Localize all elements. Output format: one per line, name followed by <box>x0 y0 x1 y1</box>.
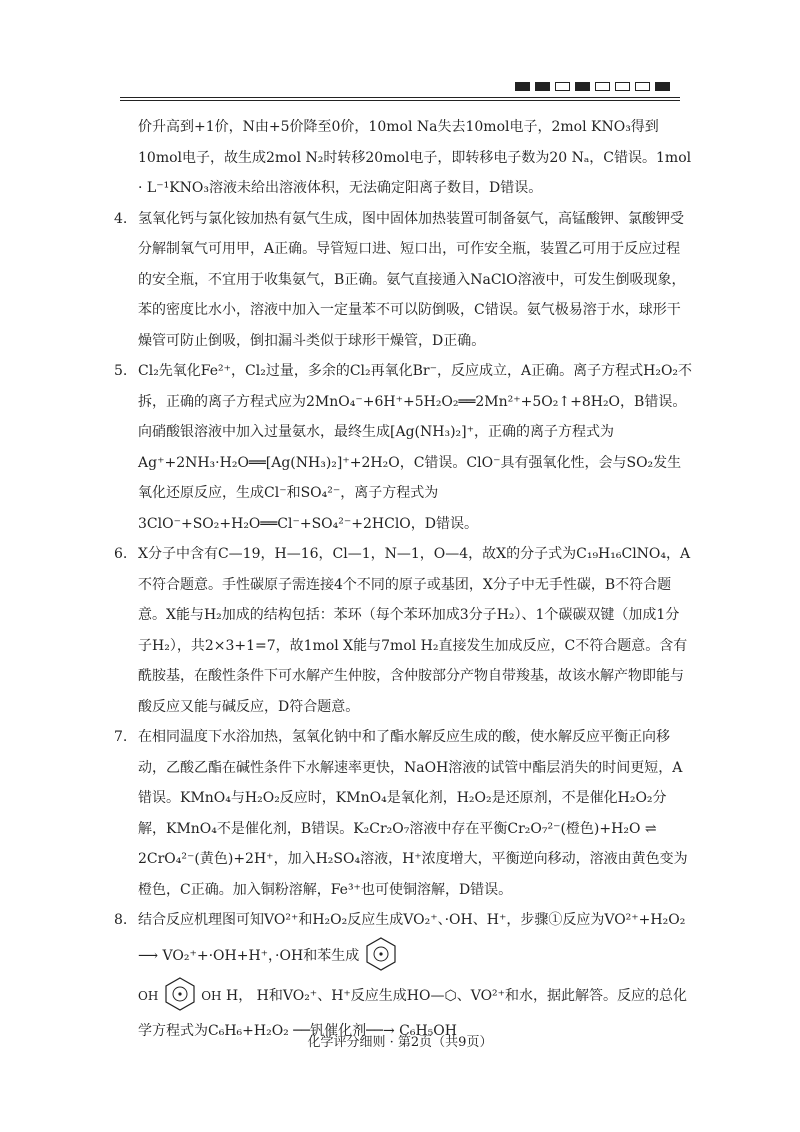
item-text: 氢氧化钙与氯化铵加热有氨气生成，图中固体加热装置可制备氨气，高锰酸钾、氯酸钾受分解制氧气可用甲，A正确。导管短口进、短口出，可作安全瓶，装置乙可用于反应过程的安全瓶，不宜用于收集氨气，B正确。氨气直接通入NaClO溶液中，可发生倒吸现象，苯的密度比水小，溶液中加入一定量苯不可以防倒吸，C错误。氨气极易溶于水，球形干燥管可防止倒吸，倒扣漏斗类似于球形干燥管，D正确。 <box>138 210 686 349</box>
paragraph-continuation: 价升高到+1价，N由+5价降至0价，10mol Na失去10mol电子，2mol KNO₃得到10mol电子，故生成2mol N₂时转移20mol电子，即转移电子数为20 Nₐ，C错误。1mol · L⁻¹KNO₃溶液未给出溶液体积，无法确定阳离子数目，D错误。 <box>138 119 692 196</box>
item-number: 4. <box>114 210 128 227</box>
page-footer: 化学评分细则 · 第2页（共9页） <box>307 1035 493 1050</box>
oh-label-2: OH <box>201 988 222 1003</box>
header-rule <box>120 97 680 98</box>
answer-item-5 <box>108 356 693 539</box>
answer-item-4 <box>108 204 693 357</box>
oh-label: OH <box>138 988 159 1003</box>
item-text: 结合反应机理图可知VO²⁺和H₂O₂反应生成VO₂⁺、·OH、H⁺，步骤①反应为VO²⁺+H₂O₂ ⟶ VO₂⁺+·OH+H⁺，·OH和苯生成 <box>138 912 686 964</box>
item-text: H， H和VO₂⁺、H⁺反应生成HO—⬡、VO²⁺和水，据此解答。反应的总化学方程式为C₆H₆+H₂O₂ ──钒催化剂──→ C₆H₅OH <box>138 987 688 1039</box>
item-number: 8. <box>114 912 128 928</box>
benzene-radical-icon <box>364 936 398 976</box>
page-marks <box>515 82 670 91</box>
mark-empty <box>635 82 650 91</box>
item-number: 7. <box>114 729 128 745</box>
item-text: X分子中含有C—19，H—16，Cl—1，N—1，O—4，故X的分子式为C₁₉H₁₆ClNO₄，A不符合题意。手性碳原子需连接4个不同的原子或基团，X分子中无手性碳，B不符合题意。X能与H₂加成的结构包括：苯环（每个苯环加成3分子H₂）、1个碳碳双键（加成1分子H₂），共2×3+1=7，故1mol X能与7mol H₂直接发生加成反应，C不符合题意。含有酰胺基，在酸性条件下可水解产生仲胺，含仲胺部分产物自带羧基，故该水解产物即能与酸反应又能与碱反应，D符合题意。 <box>138 546 691 715</box>
mark-filled <box>515 82 530 91</box>
mark-filled <box>535 82 550 91</box>
mark-empty <box>595 82 610 91</box>
benzene-radical-icon-2 <box>163 976 197 1016</box>
answer-item-7 <box>108 722 693 905</box>
mark-empty <box>555 82 570 91</box>
mark-empty <box>615 82 630 91</box>
mark-filled <box>575 82 590 91</box>
answer-item-6 <box>108 539 693 722</box>
item-number: 5. <box>114 363 128 379</box>
item-text: Cl₂先氧化Fe²⁺，Cl₂过量，多余的Cl₂再氧化Br⁻，反应成立，A正确。离子方程式H₂O₂不拆，正确的离子方程式应为2MnO₄⁻+6H⁺+5H₂O₂══2Mn²⁺+5O₂↑+8H₂O，B错误。向硝酸银溶液中加入过量氨水，最终生成[Ag(NH₃)₂]⁺，正确的离子方程式为Ag⁺+2NH₃·H₂O══[Ag(NH₃)₂]⁺+2H₂O，C错误。ClO⁻具有强氧化性，会与SO₂发生氧化还原反应，生成Cl⁻和SO₄²⁻，离子方程式为3ClO⁻+SO₂+H₂O══Cl⁻+SO₄²⁻+2HClO，D错误。 <box>138 363 693 532</box>
mark-filled <box>655 82 670 91</box>
item-text: 在相同温度下水浴加热，氢氧化钠中和了酯水解反应生成的酸，使水解反应平衡正向移动，乙酸乙酯在碱性条件下水解速率更快，NaOH溶液的试管中酯层消失的时间更短，A错误。KMnO₄与H₂O₂反应时，KMnO₄是氧化剂，H₂O₂是还原剂，不是催化H₂O₂分解，KMnO₄不是催化剂，B错误。K₂Cr₂O₇溶液中存在平衡Cr₂O₇²⁻(橙色)+H₂O ⇌ 2CrO₄²⁻(黄色)+2H⁺，加入H₂SO₄溶液，H⁺浓度增大，平衡逆向移动，溶液由黄色变为橙色，C正确。加入铜粉溶解，Fe³⁺也可使铜溶解，D错误。 <box>138 729 688 898</box>
answer-text <box>108 112 693 1046</box>
answer-item-8 <box>108 905 693 976</box>
item-number: 6. <box>114 546 128 562</box>
header-rule-2 <box>120 100 680 101</box>
